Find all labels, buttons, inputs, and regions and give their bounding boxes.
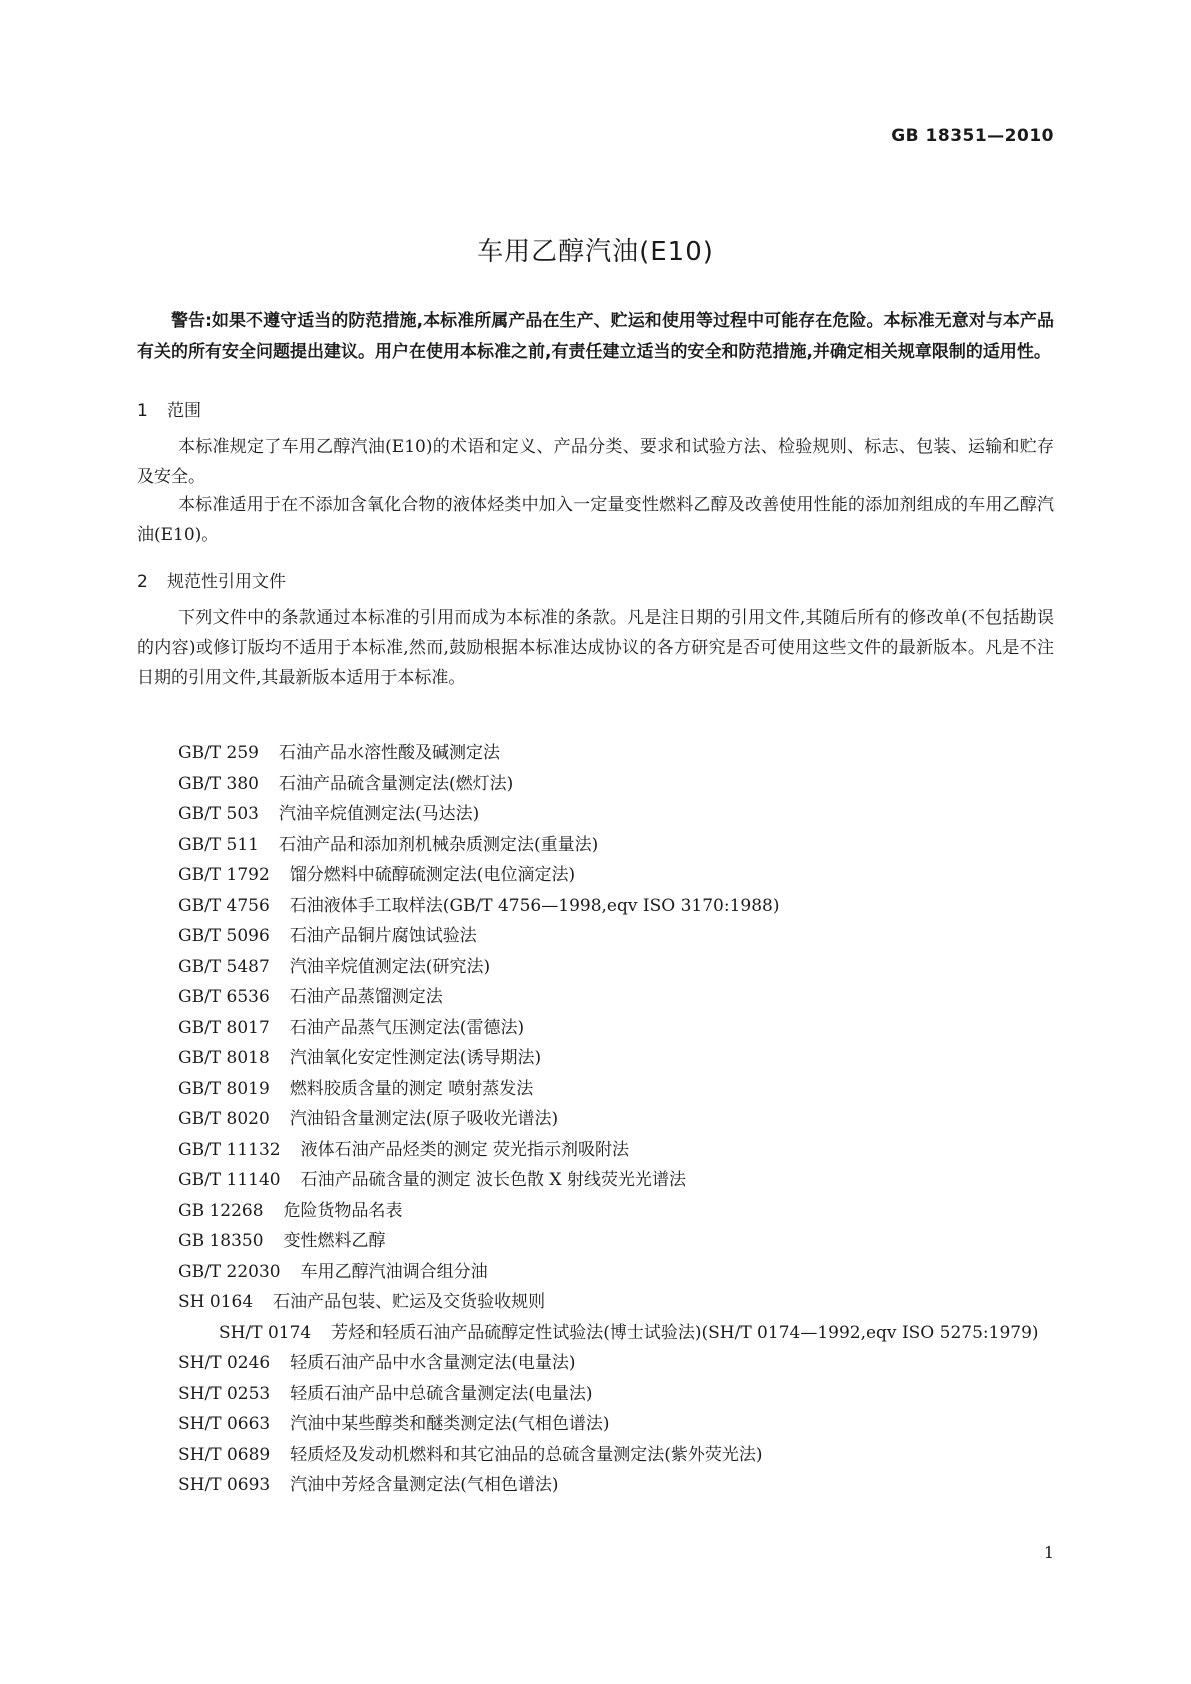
- reference-item: [137, 1135, 1054, 1166]
- reference-code: GB/T 380: [178, 773, 259, 794]
- reference-title: 汽油氧化安定性测定法(诱导期法): [289, 1048, 542, 1068]
- reference-item: [137, 799, 1054, 830]
- reference-item: [137, 738, 1054, 769]
- reference-item: [137, 1409, 1054, 1440]
- reference-code: GB/T 11132: [178, 1139, 281, 1160]
- reference-code: GB/T 5487: [178, 956, 270, 977]
- standard-number: GB 18351—2010: [891, 126, 1054, 146]
- reference-code: GB/T 8017: [178, 1017, 270, 1038]
- section-1-heading: [137, 396, 201, 421]
- reference-code: GB 18350: [178, 1231, 264, 1251]
- reference-title: 石油产品硫含量测定法(燃灯法): [279, 773, 514, 794]
- reference-title: 变性燃料乙醇: [283, 1231, 386, 1251]
- reference-item: [137, 1379, 1054, 1410]
- section-2-title: 规范性引用文件: [167, 572, 286, 592]
- reference-code: GB/T 1792: [178, 865, 270, 885]
- reference-code: GB/T 11140: [178, 1170, 281, 1190]
- reference-code: GB/T 511: [178, 834, 259, 855]
- reference-title: 石油产品硫含量的测定 波长色散 X 射线荧光光谱法: [300, 1170, 686, 1190]
- reference-title: 汽油辛烷值测定法(研究法): [289, 956, 491, 977]
- reference-title: 石油液体手工取样法(GB/T 4756—1998,eqv ISO 3170:1988): [289, 895, 780, 916]
- reference-code: SH/T 0693: [178, 1475, 271, 1495]
- reference-item: [137, 1043, 1054, 1074]
- reference-code: GB/T 4756: [178, 895, 270, 916]
- reference-code: SH/T 0246: [178, 1353, 271, 1373]
- reference-title: 危险货物品名表: [283, 1200, 403, 1221]
- reference-item: [137, 1165, 1054, 1196]
- reference-code: GB 12268: [178, 1200, 264, 1221]
- reference-item: [137, 1257, 1054, 1288]
- reference-code: SH/T 0663: [178, 1414, 271, 1434]
- reference-item: [137, 1470, 1054, 1501]
- reference-title: 轻质石油产品中总硫含量测定法(电量法): [290, 1383, 593, 1404]
- reference-item: [137, 952, 1054, 983]
- reference-title: 石油产品蒸馏测定法: [289, 987, 443, 1007]
- reference-list: [137, 738, 1054, 1501]
- reference-item: [137, 1104, 1054, 1135]
- section-2-number: 2: [137, 572, 148, 592]
- reference-item: [137, 891, 1054, 922]
- reference-code: GB/T 8020: [178, 1109, 270, 1129]
- section-1-title: 范围: [167, 401, 201, 421]
- reference-title: 石油产品和添加剂机械杂质测定法(重量法): [279, 834, 599, 855]
- scope-paragraph: 本标准规定了车用乙醇汽油(E10)的术语和定义、产品分类、要求和试验方法、检验规则、标志、包装、运输和贮存及安全。: [137, 437, 1054, 487]
- reference-title: 芳烃和轻质石油产品硫醇定性试验法(博士试验法)(SH/T 0174—1992,eqv ISO 5275:1979): [331, 1322, 1039, 1343]
- reference-item: [137, 1013, 1054, 1044]
- reference-item: [137, 1318, 1054, 1349]
- reference-item: [137, 830, 1054, 861]
- reference-code: GB/T 8019: [178, 1078, 270, 1099]
- reference-item: [137, 1226, 1054, 1257]
- page-number: 1: [1043, 1543, 1054, 1562]
- reference-code: SH 0164: [178, 1292, 254, 1312]
- reference-title: 石油产品水溶性酸及碱测定法: [279, 743, 500, 763]
- reference-code: SH/T 0253: [178, 1383, 271, 1404]
- reference-title: 车用乙醇汽油调合组分油: [300, 1261, 488, 1282]
- reference-code: GB/T 22030: [178, 1261, 281, 1282]
- reference-item: [137, 921, 1054, 952]
- reference-code: GB/T 8018: [178, 1048, 270, 1068]
- applicability-paragraph: 本标准适用于在不添加含氧化合物的液体烃类中加入一定量变性燃料乙醇及改善使用性能的添加剂组成的车用乙醇汽油(E10)。: [137, 495, 1054, 545]
- reference-title: 液体石油产品烃类的测定 荧光指示剂吸附法: [300, 1139, 630, 1160]
- section-1-number: 1: [137, 401, 148, 421]
- reference-item: [137, 860, 1054, 891]
- reference-title: 汽油中某些醇类和醚类测定法(气相色谱法): [290, 1414, 610, 1434]
- reference-code: GB/T 503: [178, 804, 259, 824]
- reference-item: [137, 1440, 1054, 1471]
- reference-title: 轻质石油产品中水含量测定法(电量法): [290, 1353, 576, 1373]
- reference-title: 石油产品包装、贮运及交货验收规则: [273, 1292, 546, 1312]
- reference-item: [137, 769, 1054, 800]
- reference-item: [137, 982, 1054, 1013]
- reference-item: [137, 1074, 1054, 1105]
- reference-code: SH/T 0174: [219, 1322, 312, 1343]
- reference-title: 石油产品铜片腐蚀试验法: [289, 926, 477, 946]
- reference-code: GB/T 6536: [178, 987, 270, 1007]
- reference-title: 石油产品蒸气压测定法(雷德法): [289, 1017, 525, 1038]
- reference-item: [137, 1196, 1054, 1227]
- warning-paragraph: 警告:如果不遵守适当的防范措施,本标准所属产品在生产、贮运和使用等过程中可能存在危险。本标准无意对与本产品有关的所有安全问题提出建议。用户在使用本标准之前,有责任建立适当的安全和防范措施,并确定相关规章限制的适用性。: [137, 311, 1054, 362]
- reference-code: SH/T 0689: [178, 1444, 271, 1465]
- reference-item: [137, 1348, 1054, 1379]
- document-title: 车用乙醇汽油(E10): [477, 237, 714, 267]
- section-2-heading: [137, 567, 286, 592]
- reference-item: [137, 1287, 1054, 1318]
- reference-title: 汽油铅含量测定法(原子吸收光谱法): [289, 1109, 559, 1129]
- reference-title: 汽油中芳烃含量测定法(气相色谱法): [290, 1475, 559, 1495]
- reference-title: 燃料胶质含量的测定 喷射蒸发法: [289, 1078, 534, 1099]
- reference-title: 轻质烃及发动机燃料和其它油品的总硫含量测定法(紫外荧光法): [290, 1444, 763, 1465]
- reference-title: 汽油辛烷值测定法(马达法): [279, 804, 480, 824]
- reference-code: GB/T 5096: [178, 926, 270, 946]
- references-intro-paragraph: 下列文件中的条款通过本标准的引用而成为本标准的条款。凡是注日期的引用文件,其随后所有的修改单(不包括勘误的内容)或修订版均不适用于本标准,然而,鼓励根据本标准达成协议的各方研究是否可使用这些文件的最新版本。凡是不注日期的引用文件,其最新版本适用于本标准。: [137, 608, 1054, 688]
- reference-code: GB/T 259: [178, 743, 259, 763]
- reference-title: 馏分燃料中硫醇硫测定法(电位滴定法): [289, 865, 576, 885]
